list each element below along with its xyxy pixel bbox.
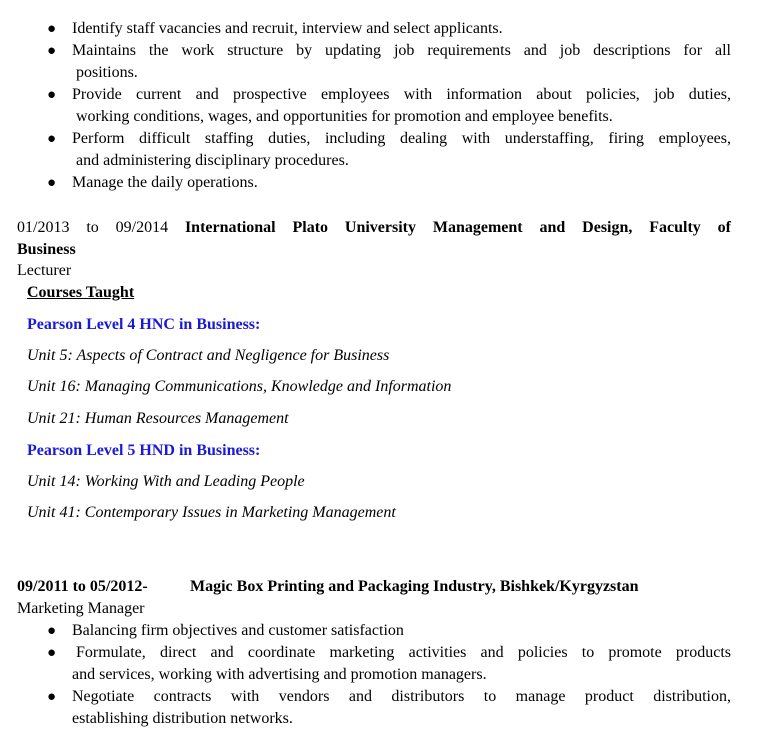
bullet-icon: ● [47,689,57,705]
list-item: Negotiate contracts with vendors and distributors to manage product distribution, [72,688,731,705]
bullet-icon: ● [47,623,57,639]
list-item-continuation: and administering disciplinary procedures. [76,152,349,169]
job-dates: 09/2011 to 05/2012- [17,578,148,595]
job-header [17,217,731,239]
bullet-icon: ● [47,645,57,661]
program-heading: Pearson Level 4 HNC in Business: [27,316,261,333]
bullet-icon: ● [47,43,57,59]
job-title: Lecturer [17,262,72,279]
employer-name: Magic Box Printing and Packaging Industry, Bishkek/Kyrgyzstan [190,578,639,595]
list-item: Provide current and prospective employees with information about policies, job duties, [72,86,731,103]
courses-heading: Courses Taught [27,284,135,301]
list-item: Balancing firm objectives and customer satisfaction [72,622,404,639]
bullet-icon: ● [47,175,57,191]
list-item: Formulate, direct and coordinate marketing activities and policies to promote products [76,644,731,661]
list-item-continuation: and services, working with advertising and promotion managers. [72,666,487,683]
bullet-icon: ● [47,131,57,147]
course-unit: Unit 14: Working With and Leading People [27,473,305,490]
list-item: Manage the daily operations. [72,174,258,191]
list-item: Identify staff vacancies and recruit, interview and select applicants. [72,20,503,37]
employer-name: International Plato University Management and Design, Faculty of [184,219,731,236]
list-item: Maintains the work structure by updating job requirements and job descriptions for all [72,42,731,59]
course-unit: Unit 5: Aspects of Contract and Negligence for Business [27,347,390,364]
bullet-icon: ● [47,21,57,37]
bullet-icon: ● [47,87,57,103]
list-item-continuation: establishing distribution networks. [72,710,293,727]
list-item-continuation: positions. [76,64,138,81]
program-heading: Pearson Level 5 HND in Business: [27,442,261,459]
course-unit: Unit 21: Human Resources Management [27,410,289,427]
job-title: Marketing Manager [17,600,145,617]
course-unit: Unit 16: Managing Communications, Knowledge and Information [27,378,452,395]
job-dates: 01/2013 to 09/2014 [17,219,169,236]
list-item-continuation: working conditions, wages, and opportunities for promotion and employee benefits. [76,108,613,125]
list-item: Perform difficult staffing duties, including dealing with understaffing, firing employees, [72,130,731,147]
employer-name-continuation: Business [17,241,76,258]
course-unit: Unit 41: Contemporary Issues in Marketing Management [27,504,396,521]
